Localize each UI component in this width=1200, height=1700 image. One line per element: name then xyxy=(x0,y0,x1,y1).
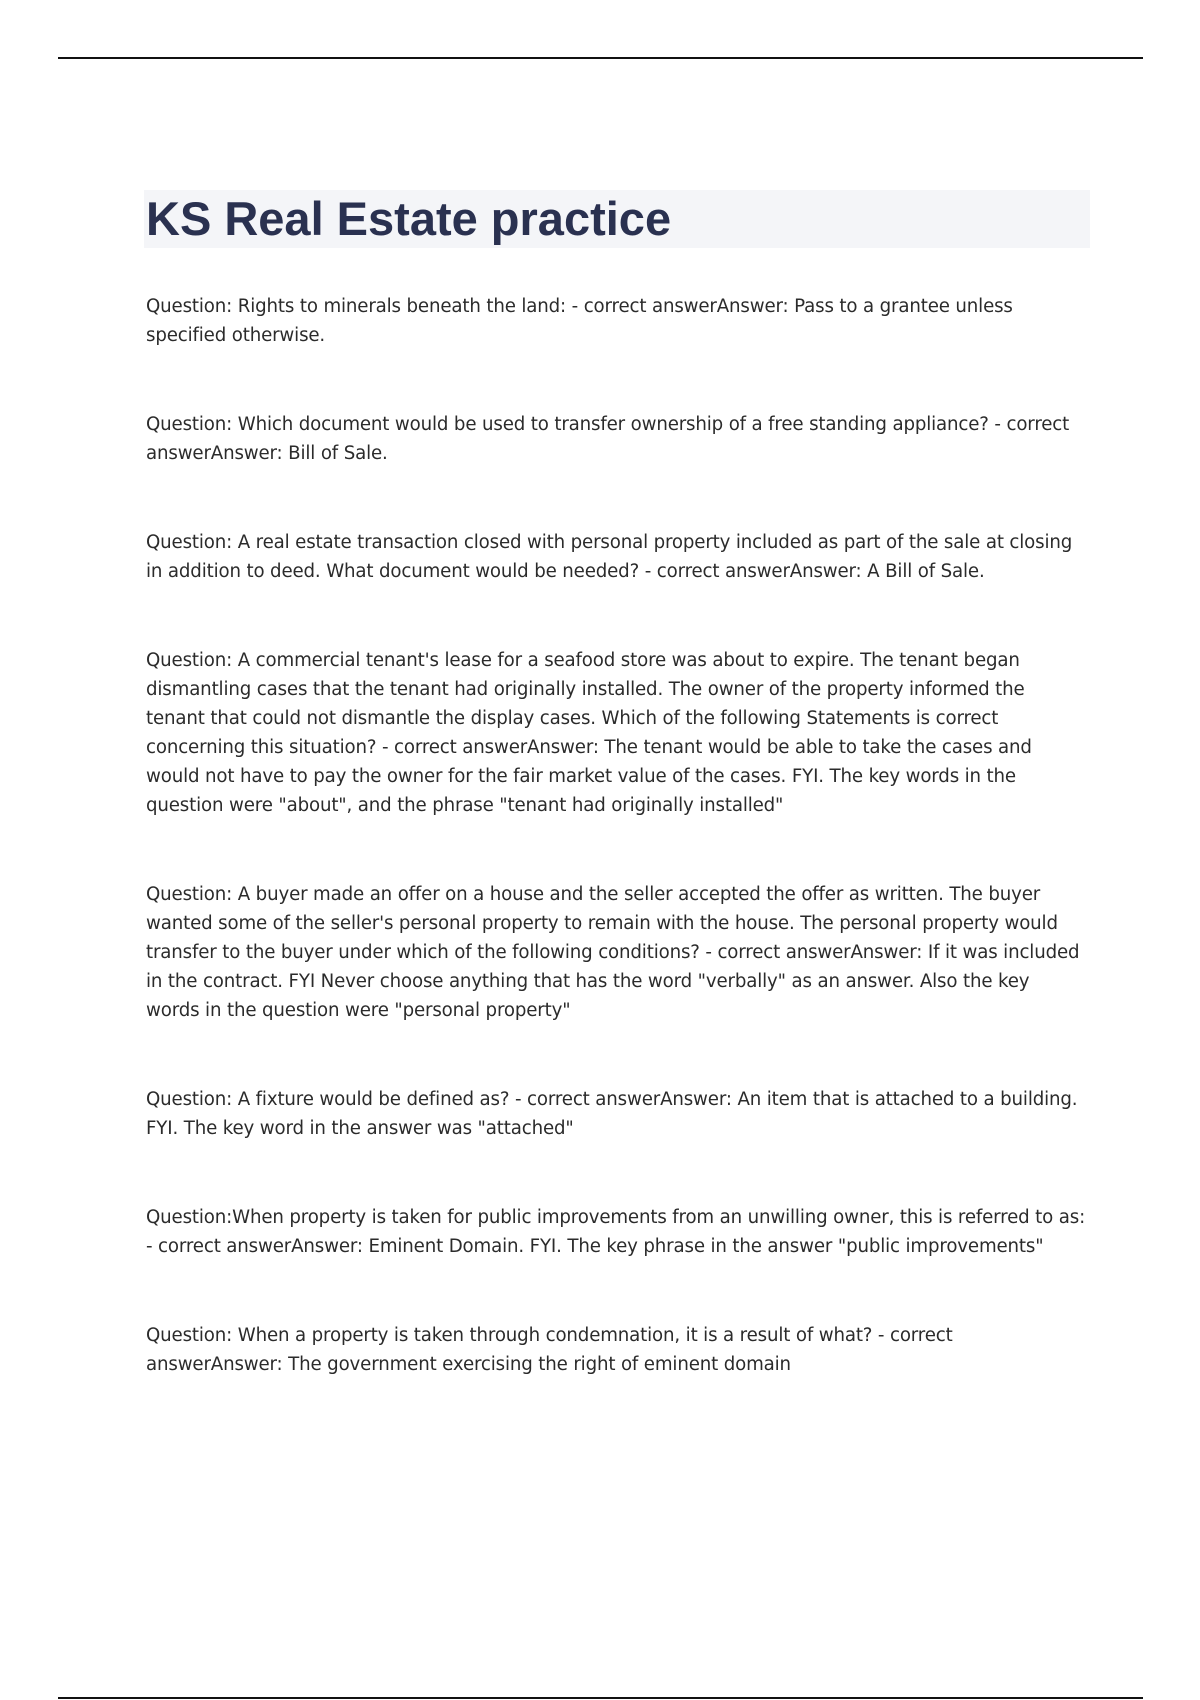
document-title: KS Real Estate practice xyxy=(146,192,672,245)
qa-item: Question: A commercial tenant's lease for a seafood store was about to expire. The tenant began dismantling cases that the tenant had originally installed. The owner of the property informed the tenant that could not dismantle the display cases. Which of the following Statements is correct concerning this situation? - correct answerAnswer: The tenant would be able to take the cases and would not have to pay the owner for the fair market value of the cases. FYI. The key words in the question were "about", and the phrase "tenant had originally installed" xyxy=(146,650,1032,816)
qa-item: Question: A fixture would be defined as? - correct answerAnswer: An item that is attached to a building. FYI. The key word in the answer was "attached" xyxy=(146,1089,1078,1139)
qa-item: Question: When a property is taken through condemnation, it is a result of what? - correct answerAnswer: The government exercising the right of eminent domain xyxy=(146,1325,953,1375)
qa-list xyxy=(146,292,1086,1439)
qa-item: Question: Which document would be used to transfer ownership of a free standing appliance? - correct answerAnswer: Bill of Sale. xyxy=(146,414,1070,464)
footer-rule xyxy=(58,1697,1143,1699)
qa-item: Question: Rights to minerals beneath the land: - correct answerAnswer: Pass to a grantee unless specified otherwise. xyxy=(146,296,1013,346)
qa-item: Question: A real estate transaction closed with personal property included as part of the sale at closing in addition to deed. What document would be needed? - correct answerAnswer: A Bill of Sale. xyxy=(146,532,1073,582)
header-rule xyxy=(58,57,1143,59)
qa-item: Question: A buyer made an offer on a house and the seller accepted the offer as written. The buyer wanted some of the seller's personal property to remain with the house. The personal property would transfer to the buyer under which of the following conditions? - correct answerAnswer: If it was included in the contract. FYI Never choose anything that has the word "verbally" as an answer. Also the key words in the question were "personal property" xyxy=(146,884,1080,1021)
qa-item: Question:When property is taken for public improvements from an unwilling owner, this is referred to as: - correct answerAnswer: Eminent Domain. FYI. The key phrase in the answer "public improvements" xyxy=(146,1207,1086,1257)
